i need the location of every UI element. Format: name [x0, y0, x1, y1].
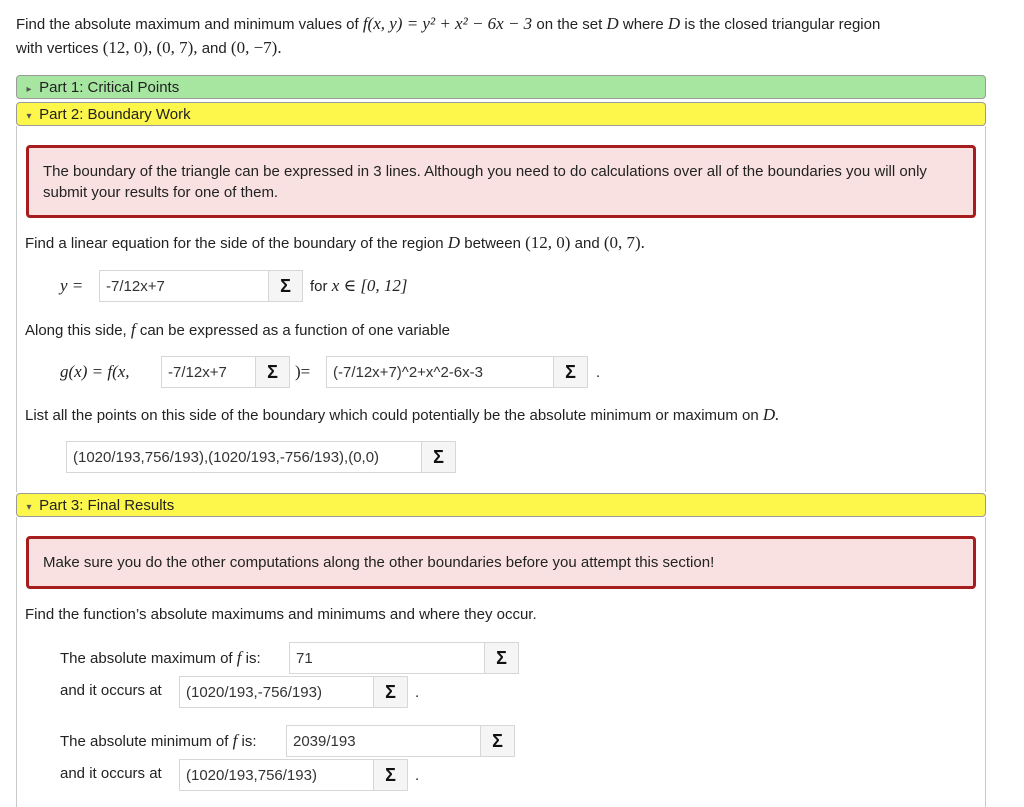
one-variable-question: Along this side, f can be expressed as a function of one variable: [25, 320, 451, 339]
linear-equation-input[interactable]: [99, 270, 269, 302]
problem-text: with vertices: [16, 40, 99, 57]
sigma-icon[interactable]: Σ: [374, 759, 408, 791]
max-location-label: and it occurs at: [60, 682, 162, 699]
part-3-header[interactable]: [16, 493, 986, 517]
problem-text: is the closed triangular region: [684, 16, 881, 33]
sigma-icon[interactable]: Σ: [256, 356, 290, 388]
linear-equation-question: Find a linear equation for the side of the boundary of the region D between (12, 0) and (0, 7).: [25, 233, 645, 252]
function-expression: f(x, y) = y² + x² − 6x − 3: [362, 14, 533, 33]
expanded-arrow-icon: ▾: [26, 111, 32, 122]
part-2-header[interactable]: [16, 102, 986, 126]
max-location-input[interactable]: [179, 676, 374, 708]
problem-text: on the set: [536, 16, 603, 33]
part-1-label: Part 1: Critical Points: [39, 79, 180, 96]
sigma-icon[interactable]: Σ: [554, 356, 588, 388]
min-label: The absolute minimum of f is:: [60, 731, 257, 750]
final-results-question: Find the function’s absolute maximums and minimums and where they occur.: [25, 606, 537, 623]
min-location-input[interactable]: [179, 759, 374, 791]
vertex-1: (12, 0): [102, 38, 149, 57]
min-location-label: and it occurs at: [60, 765, 162, 782]
problem-statement: Find the absolute maximum and minimum values of f(x, y) = y² + x² − 6x − 3 on the set D where D is the closed triangular region with vertices (12, 0), (0, 7), and (0, −7).: [16, 14, 881, 57]
problem-text: where: [622, 16, 664, 33]
g-inner-input[interactable]: [161, 356, 256, 388]
part-3-alert: Make sure you do the other computations along the other boundaries before you attempt this section!: [26, 536, 976, 589]
vertex-2: (0, 7): [156, 38, 194, 57]
candidate-points-question: List all the points on this side of the boundary which could potentially be the absolute minimum or maximum on D.: [25, 405, 780, 424]
sigma-icon[interactable]: Σ: [481, 725, 515, 757]
sigma-icon[interactable]: Σ: [485, 642, 519, 674]
candidate-points-input[interactable]: [66, 441, 422, 473]
sigma-icon[interactable]: Σ: [374, 676, 408, 708]
y-label: y =: [60, 276, 84, 295]
g-function-label: g(x) = f(x,: [60, 362, 130, 381]
max-label: The absolute maximum of f is:: [60, 648, 261, 667]
part-2-label: Part 2: Boundary Work: [39, 106, 191, 123]
g-close-paren: )=: [295, 362, 311, 381]
sigma-icon[interactable]: Σ: [269, 270, 303, 302]
min-value-input[interactable]: [286, 725, 481, 757]
problem-text: and: [201, 40, 227, 57]
collapsed-arrow-icon: ▸: [26, 84, 32, 95]
set-variable: D: [606, 14, 619, 33]
sigma-icon[interactable]: Σ: [422, 441, 456, 473]
problem-text: Find the absolute maximum and minimum values of: [16, 16, 359, 33]
g-function-input[interactable]: [326, 356, 554, 388]
expanded-arrow-icon: ▾: [26, 502, 32, 513]
interval-text: for x ∈ [0, 12]: [310, 276, 408, 295]
part-3-label: Part 3: Final Results: [39, 497, 175, 514]
part-1-header[interactable]: [16, 75, 986, 99]
part-2-alert: The boundary of the triangle can be expressed in 3 lines. Although you need to do calculations over all of the boundaries you will only submit your results for one of them.: [26, 145, 976, 218]
set-variable: D: [667, 14, 681, 33]
max-value-input[interactable]: [289, 642, 485, 674]
vertex-3: (0, −7): [230, 38, 278, 57]
